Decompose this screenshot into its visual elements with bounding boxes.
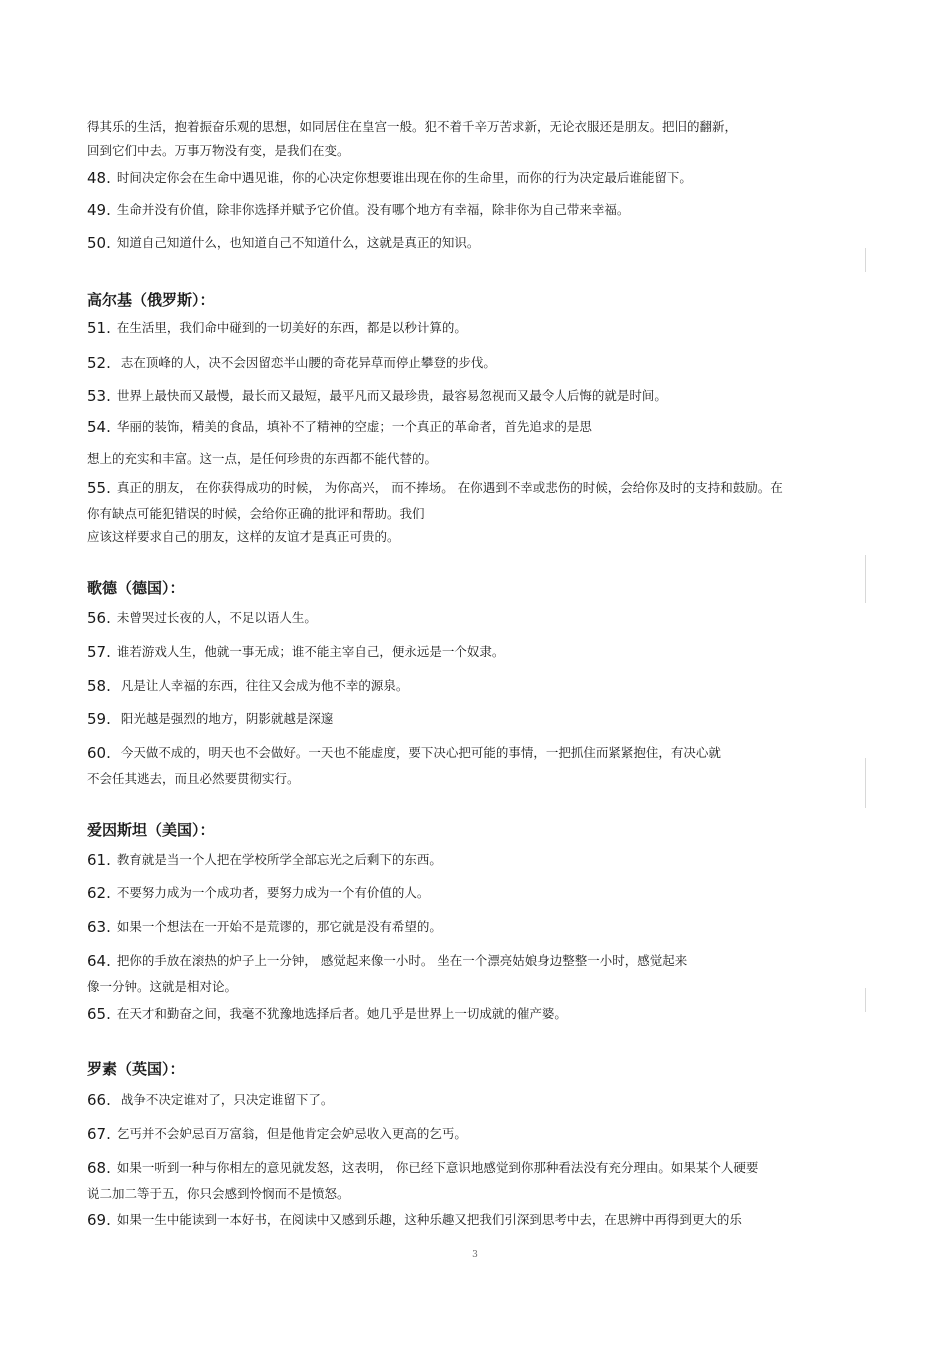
quote-65	[87, 1005, 567, 1023]
quote-number: 49.	[87, 201, 111, 219]
quote-68-continuation: 说二加二等于五，你只会感到怜悯而不是愤怒。	[87, 1186, 350, 1201]
quote-text: 如果一听到一种与你相左的意见就发怒，这表明， 你已经下意识地感觉到你那种看法没有充分理由。如果某个人硬要	[116, 1160, 759, 1175]
section-heading-einstein: 爱因斯坦（美国）：	[87, 821, 215, 839]
page-number: 3	[472, 1250, 478, 1260]
section-heading-russell: 罗素（英国）：	[87, 1060, 185, 1078]
quote-text: 华丽的装饰，精美的食品，填补不了精神的空虚；一个真正的革命者，首先追求的是思	[116, 419, 592, 434]
quote-number: 60.	[87, 744, 111, 762]
quote-text: 乞丐并不会妒忌百万富翁，但是他肯定会妒忌收入更高的乞丐。	[116, 1126, 467, 1141]
quote-text: 真正的朋友， 在你获得成功的时候， 为你高兴， 而不捧场。 在你遇到不幸或悲伤的时候，会给你及时的支持和鼓励。在	[116, 480, 783, 495]
quote-text: 世界上最快而又最慢，最长而又最短，最平凡而又最珍贵，最容易忽视而又最令人后悔的就是时间。	[116, 388, 667, 403]
quote-number: 66.	[87, 1091, 111, 1109]
quote-number: 55.	[87, 479, 111, 497]
quote-52	[87, 354, 496, 372]
margin-rule	[865, 555, 866, 603]
quote-number: 48.	[87, 169, 111, 187]
quote-number: 58.	[87, 677, 111, 695]
quote-text: 战争不决定谁对了，只决定谁留下了。	[116, 1092, 334, 1107]
quote-text: 志在顶峰的人，决不会因留恋半山腰的奇花异草而停止攀登的步伐。	[116, 355, 496, 370]
quote-48	[87, 169, 692, 187]
quote-51	[87, 319, 467, 337]
quote-text: 教育就是当一个人把在学校所学全部忘光之后剩下的东西。	[116, 852, 442, 867]
quote-text: 今天做不成的，明天也不会做好。一天也不能虚度，要下决心把可能的事情，一把抓住而紧紧抱住，有决心就	[116, 745, 721, 760]
margin-rule	[865, 248, 866, 272]
paragraph-line: 得其乐的生活，抱着振奋乐观的思想，如同居住在皇宫一般。犯不着千辛万苦求新，无论衣服还是朋友。把旧的翻新，	[87, 119, 738, 134]
quote-number: 61.	[87, 851, 111, 869]
section-heading-gorky: 高尔基（俄罗斯）：	[87, 291, 215, 309]
quote-number: 54.	[87, 418, 111, 436]
margin-rule	[865, 758, 866, 808]
quote-number: 62.	[87, 884, 111, 902]
quote-text: 时间决定你会在生命中遇见谁，你的心决定你想要谁出现在你的生命里，而你的行为决定最后谁能留下。	[116, 170, 692, 185]
quote-text: 知道自己知道什么，也知道自己不知道什么，这就是真正的知识。	[116, 235, 480, 250]
quote-text: 阳光越是强烈的地方，阴影就越是深邃	[116, 711, 334, 726]
quote-number: 53.	[87, 387, 111, 405]
quote-58	[87, 677, 408, 695]
quote-number: 57.	[87, 643, 111, 661]
quote-64-continuation: 像一分钟。这就是相对论。	[87, 979, 238, 994]
quote-57	[87, 643, 504, 661]
quote-66	[87, 1091, 333, 1109]
quote-69	[87, 1211, 742, 1229]
quote-59	[87, 710, 333, 728]
quote-text: 把你的手放在滚热的炉子上一分钟， 感觉起来像一小时。 坐在一个漂亮姑娘身边整整一小时，感觉起来	[116, 953, 688, 968]
quote-55-continuation: 应该这样要求自己的朋友，这样的友谊才是真正可贵的。	[87, 529, 400, 544]
quote-60	[87, 744, 721, 762]
quote-number: 65.	[87, 1005, 111, 1023]
paragraph-line: 回到它们中去。万事万物没有变，是我们在变。	[87, 143, 350, 158]
quote-54	[87, 418, 592, 436]
quote-54-continuation: 想上的充实和丰富。这一点，是任何珍贵的东西都不能代替的。	[87, 451, 438, 466]
quote-number: 67.	[87, 1125, 111, 1143]
quote-56	[87, 609, 317, 627]
quote-number: 52.	[87, 354, 111, 372]
section-heading-goethe: 歌德（德国）：	[87, 579, 185, 597]
quote-text: 在生活里，我们命中碰到的一切美好的东西，都是以秒计算的。	[116, 320, 467, 335]
quote-text: 未曾哭过长夜的人，不足以语人生。	[116, 610, 317, 625]
quote-number: 51.	[87, 319, 111, 337]
quote-text: 如果一生中能读到一本好书，在阅读中又感到乐趣，这种乐趣又把我们引深到思考中去，在思辨中再得到更大的乐	[116, 1212, 742, 1227]
quote-60-continuation: 不会任其逃去，而且必然要贯彻实行。	[87, 771, 300, 786]
quote-67	[87, 1125, 467, 1143]
quote-number: 56.	[87, 609, 111, 627]
quote-number: 69.	[87, 1211, 111, 1229]
quote-49	[87, 201, 629, 219]
quote-number: 64.	[87, 952, 111, 970]
quote-text: 生命并没有价值，除非你选择并赋予它价值。没有哪个地方有幸福，除非你为自己带来幸福。	[116, 202, 630, 217]
quote-number: 50.	[87, 234, 111, 252]
quote-63	[87, 918, 442, 936]
quote-53	[87, 387, 667, 405]
quote-text: 如果一个想法在一开始不是荒谬的，那它就是没有希望的。	[116, 919, 442, 934]
quote-text: 凡是让人幸福的东西，往往又会成为他不幸的源泉。	[116, 678, 409, 693]
quote-55-continuation: 你有缺点可能犯错误的时候，会给你正确的批评和帮助。我们	[87, 506, 425, 521]
quote-55	[87, 479, 783, 497]
quote-50	[87, 234, 479, 252]
quote-61	[87, 851, 442, 869]
quote-text: 在天才和勤奋之间，我毫不犹豫地选择后者。她几乎是世界上一切成就的催产婆。	[116, 1006, 567, 1021]
quote-64	[87, 952, 687, 970]
quote-text: 不要努力成为一个成功者，要努力成为一个有价值的人。	[116, 885, 430, 900]
margin-rule	[865, 988, 866, 1012]
quote-text: 谁若游戏人生，他就一事无成；谁不能主宰自己，便永远是一个奴隶。	[116, 644, 505, 659]
quote-68	[87, 1159, 758, 1177]
quote-62	[87, 884, 429, 902]
quote-number: 68.	[87, 1159, 111, 1177]
quote-number: 63.	[87, 918, 111, 936]
quote-number: 59.	[87, 710, 111, 728]
